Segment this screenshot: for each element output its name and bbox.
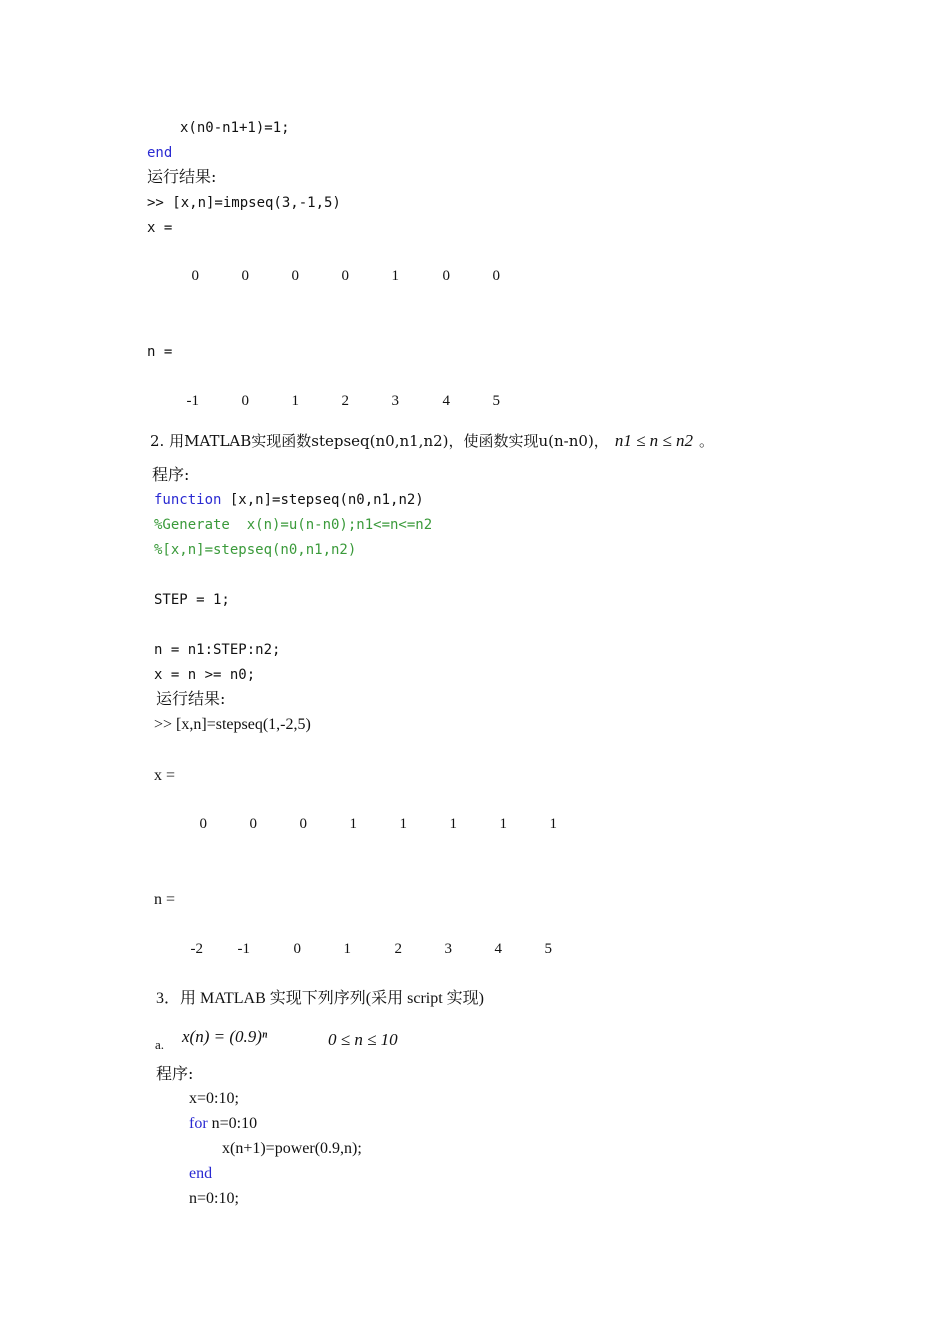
x-label: x = xyxy=(147,220,173,236)
n-values-row xyxy=(0,393,950,413)
value-cell: 0 xyxy=(249,816,257,832)
formula: x(n) = (0.9)ⁿ xyxy=(182,1027,268,1046)
n-label: n = xyxy=(154,891,176,908)
value-cell: 5 xyxy=(544,941,552,957)
section-heading: 3．用 MATLAB 实现下列序列(采用 script 实现) xyxy=(156,990,484,1007)
code-keyword-end: end xyxy=(189,1165,213,1182)
for-range: n=0:10 xyxy=(207,1115,258,1132)
value-cell: 3 xyxy=(444,941,452,957)
item-label: a. xyxy=(155,1037,165,1052)
n-values-row xyxy=(0,941,950,961)
value-cell: 5 xyxy=(492,393,500,409)
value-cell: 1 xyxy=(549,816,557,832)
code-keyword-for: for xyxy=(189,1115,208,1132)
value-cell: 1 xyxy=(449,816,457,832)
value-cell: 2 xyxy=(341,393,349,409)
section-heading xyxy=(150,432,714,450)
value-cell: -1 xyxy=(186,393,199,409)
value-cell: 0 xyxy=(492,268,500,284)
value-cell: 4 xyxy=(494,941,502,957)
code-line: n=0:10; xyxy=(189,1190,239,1207)
value-cell: 0 xyxy=(442,268,450,284)
range-formula: 0 ≤ n ≤ 10 xyxy=(328,1030,398,1049)
value-cell: 1 xyxy=(343,941,351,957)
code-comment: %Generate x(n)=u(n-n0);n1<=n<=n2 xyxy=(154,517,433,533)
result-heading: 运行结果: xyxy=(156,689,226,708)
code-for-line xyxy=(189,1115,257,1133)
value-cell: -2 xyxy=(190,941,203,957)
code-line: n = n1:STEP:n2; xyxy=(154,642,281,658)
formula: n1 ≤ n ≤ n2 xyxy=(614,431,693,450)
value-cell: 3 xyxy=(391,393,399,409)
code-comment: %[x,n]=stepseq(n0,n1,n2) xyxy=(154,542,357,558)
n-label: n = xyxy=(147,344,173,360)
value-cell: -1 xyxy=(237,941,250,957)
heading-text: 2. 用MATLAB实现函数stepseq(n0,n1,n2)，使函数实现u(n-n0)， xyxy=(150,432,609,450)
code-line: x = n >= n0; xyxy=(154,667,256,683)
x-values-row xyxy=(0,816,950,836)
code-keyword-end: end xyxy=(147,145,173,161)
program-heading: 程序: xyxy=(156,1064,194,1083)
code-line: x(n+1)=power(0.9,n); xyxy=(222,1140,362,1157)
value-cell: 1 xyxy=(291,393,299,409)
code-line: STEP = 1; xyxy=(154,592,230,608)
program-heading: 程序: xyxy=(152,465,190,484)
function-signature: [x,n]=stepseq(n0,n1,n2) xyxy=(221,492,424,508)
value-cell: 0 xyxy=(241,268,249,284)
value-cell: 2 xyxy=(394,941,402,957)
command-line: >> [x,n]=stepseq(1,-2,5) xyxy=(154,716,311,733)
value-cell: 0 xyxy=(241,393,249,409)
x-values-row xyxy=(0,268,950,288)
value-cell: 1 xyxy=(499,816,507,832)
code-keyword-function: function xyxy=(154,492,222,508)
result-heading: 运行结果: xyxy=(147,167,217,186)
x-label: x = xyxy=(154,767,176,784)
value-cell: 1 xyxy=(391,268,399,284)
value-cell: 1 xyxy=(399,816,407,832)
value-cell: 0 xyxy=(293,941,301,957)
value-cell: 4 xyxy=(442,393,450,409)
value-cell: 0 xyxy=(199,816,207,832)
value-cell: 0 xyxy=(191,268,199,284)
command-line: >> [x,n]=impseq(3,-1,5) xyxy=(147,195,341,211)
value-cell: 0 xyxy=(299,816,307,832)
code-line: x=0:10; xyxy=(189,1090,239,1107)
formula-tail: 。 xyxy=(698,432,714,450)
code-function-line xyxy=(154,491,424,509)
code-line: x(n0-n1+1)=1; xyxy=(180,120,290,136)
value-cell: 1 xyxy=(349,816,357,832)
value-cell: 0 xyxy=(291,268,299,284)
value-cell: 0 xyxy=(341,268,349,284)
